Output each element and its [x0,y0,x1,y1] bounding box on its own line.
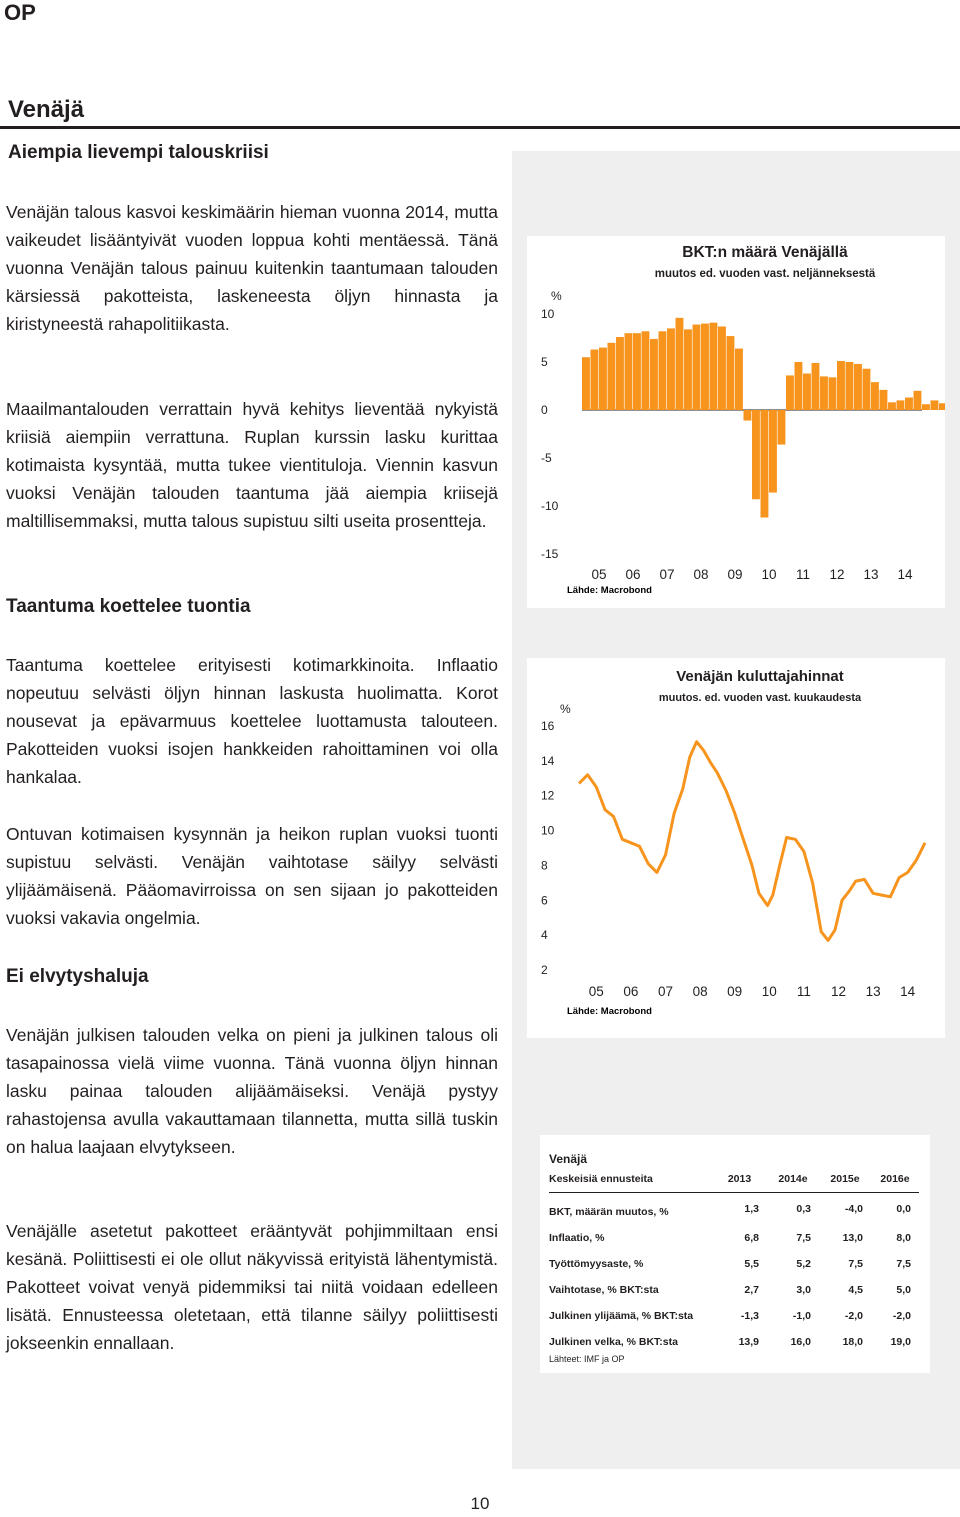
row-value: 0,0 [896,1203,911,1215]
forecast-table-row [549,1329,919,1355]
gdp-bar [701,324,709,410]
cpi-y-tick: 4 [541,928,548,943]
row-value: -2,0 [844,1310,863,1322]
gdp-chart-title: BKT:n määrä Venäjällä [682,244,848,261]
row-value: 16,0 [790,1336,811,1348]
gdp-bar [846,362,854,410]
gdp-bar [812,363,820,410]
row-value: 8,0 [896,1232,911,1244]
gdp-x-tick: 10 [761,567,777,582]
cpi-chart-title: Venäjän kuluttajahinnat [676,668,844,685]
gdp-bar [829,377,837,410]
row-value: 1,3 [744,1203,759,1215]
section-title: Venäjä [8,96,85,123]
gdp-bar [786,375,794,410]
row-value: 7,5 [896,1258,911,1270]
paragraph-1: Venäjän talous kasvoi keskimäärin hieman vuonna 2014, mutta vaikeudet lisääntyivät vuoden loppua kohti mentäessä. Tänä vuonna Venäjän talous painuu kuitenkin taantumaan talouden kärsiessä pakotteista, laskeneesta öljyn hinnasta ja kiristyneestä rahapolitiikasta. [6,202,498,334]
gdp-x-tick: 05 [591,567,607,582]
year-col-2015e: 2015e [830,1173,860,1185]
gdp-y-tick: -10 [541,499,559,513]
gdp-bar [778,410,786,445]
cpi-x-tick: 13 [865,984,881,999]
paragraph-5: Venäjän julkisen talouden velka on pieni ja julkinen talous oli tasapainossa vielä viime vuonna. Tänä vuonna öljyn hinnan lasku painaa talouden alijäämäiseksi. Venäjä pystyy rahastojensa avulla vakauttamaan tilannetta, mutta sillä tuskin on halua laajaan elvytykseen. [6,1025,498,1157]
gdp-bar [897,400,905,410]
gdp-bar [837,361,845,410]
forecast-table-row [549,1225,919,1251]
page-number: 10 [470,1494,490,1513]
gdp-x-tick: 11 [795,567,811,582]
forecast-table-title: Venäjä [549,1152,588,1166]
paragraph-3: Taantuma koettelee erityisesti kotimarkkinoita. Inflaatio nopeutuu selvästi öljyn hinnan laskusta huolimatta. Korot nousevat ja epävarmuus koettelee luottamusta talouteen. Pakotteiden vuoksi isojen hankkeiden rahoittaminen voi olla hankalaa. [6,655,498,787]
gdp-bar [761,410,769,518]
gdp-y-tick: 5 [541,355,548,369]
gdp-bar [914,391,922,410]
cpi-x-tick: 08 [692,984,708,999]
gdp-bar [871,382,879,410]
gdp-bar [735,349,743,410]
gdp-y-tick: -5 [541,451,552,465]
gdp-bar [616,337,624,410]
row-value: -1,0 [792,1310,811,1322]
row-label: Julkinen velka, % BKT:sta [549,1336,678,1348]
year-col-2016e: 2016e [880,1173,910,1185]
brand-logo-text: OP [4,0,36,25]
cpi-y-tick: 14 [541,753,555,768]
cpi-x-tick: 10 [761,984,777,999]
row-label: Inflaatio, % [549,1232,605,1244]
gdp-bar [710,323,718,410]
gdp-bar [863,369,871,410]
gdp-bar [625,333,633,410]
row-label: Vaihtotase, % BKT:sta [549,1284,659,1296]
row-value: -2,0 [892,1310,911,1322]
forecast-table-header-row [549,1166,919,1193]
gdp-x-tick: 13 [863,567,879,582]
cpi-y-tick: 6 [541,893,548,908]
row-label: Julkinen ylijäämä, % BKT:sta [549,1310,694,1322]
gdp-bar [591,350,599,410]
cpi-x-tick: 06 [623,984,639,999]
cpi-y-tick: 12 [541,788,555,803]
gdp-bar [633,333,641,410]
gdp-bar [718,326,726,410]
gdp-x-tick: 07 [659,567,675,582]
paragraph-6: Venäjälle asetetut pakotteet erääntyvät pohjimmiltaan ensi kesänä. Poliittisesti ei ole ollut näkyvissä erityistä lähentymistä. Pakotteet voivat venyä pidemmiksi tai niitä voidaan edelleen lisätä. Ennusteessa oletetaan, että tilanne säilyy poliittisesti jokseenkin ennallaan. [6,1221,498,1353]
gdp-bar [642,331,650,410]
cpi-y-tick: 10 [541,823,555,838]
gdp-bar [684,329,692,410]
year-col-2013: 2013 [727,1173,752,1185]
gdp-x-tick: 14 [897,567,913,582]
gdp-bar [931,400,939,410]
gdp-y-tick: 10 [541,307,555,321]
gdp-bar [744,410,752,421]
gdp-bar [676,318,684,410]
row-value: 5,0 [896,1284,911,1296]
row-value: 13,9 [738,1336,759,1348]
row-value: 18,0 [842,1336,863,1348]
gdp-bar [854,364,862,410]
gdp-bar [880,390,888,410]
cpi-x-tick: 11 [796,984,811,999]
heading-2: Taantuma koettelee tuontia [6,596,251,617]
gdp-bar [769,410,777,493]
row-label: Työttömyysaste, % [549,1258,644,1270]
row-value: 13,0 [842,1232,863,1244]
gdp-bar [727,336,735,410]
gdp-chart-svg [527,236,945,608]
row-value: 7,5 [848,1258,863,1270]
row-value: -4,0 [844,1203,863,1215]
heading-1: Aiempia lievempi talouskriisi [8,142,269,163]
row-value: 0,3 [796,1203,811,1215]
gdp-bar [752,410,760,499]
gdp-bar [905,398,913,410]
gdp-bar [582,357,590,410]
gdp-x-tick: 09 [727,567,743,582]
forecast-table-source: Lähteet: IMF ja OP [549,1354,625,1364]
gdp-bar [599,348,607,410]
gdp-x-tick: 06 [625,567,641,582]
row-value: -1,3 [740,1310,759,1322]
year-col-2014e: 2014e [778,1173,808,1185]
gdp-bar [608,343,616,410]
row-value: 7,5 [796,1232,811,1244]
row-value: 3,0 [796,1284,811,1296]
cpi-x-tick: 09 [727,984,743,999]
row-value: 2,7 [744,1284,759,1296]
gdp-x-tick: 12 [829,567,845,582]
cpi-chart-svg [527,658,945,1038]
gdp-chart-subtitle: muutos ed. vuoden vast. neljänneksestä [654,268,876,280]
row-value: 6,8 [744,1232,759,1244]
gdp-bar [820,376,828,410]
row-value: 19,0 [890,1336,911,1348]
gdp-x-tick: 08 [693,567,709,582]
gdp-y-tick: 0 [541,403,548,417]
row-value: 4,5 [848,1284,863,1296]
cpi-x-tick: 05 [588,984,604,999]
heading-3: Ei elvytyshaluja [6,966,149,987]
cpi-x-tick: 07 [657,984,674,999]
gdp-bar [888,402,896,410]
cpi-y-tick: 8 [541,858,548,873]
gdp-y-tick: -15 [541,547,559,561]
cpi-series-line [579,742,925,941]
cpi-chart-source: Lähde: Macrobond [567,1006,652,1017]
cpi-chart-y-unit: % [560,702,571,716]
gdp-chart-y-unit: % [551,289,562,303]
cpi-chart-subtitle: muutos. ed. vuoden vast. kuukaudesta [658,692,862,704]
forecast-table-heading: Keskeisiä ennusteita [549,1173,653,1185]
paragraph-2: Maailmantalouden verrattain hyvä kehitys lieventää nykyistä kriisiä aiempiin verrattuna. Ruplan kurssin lasku kurittaa kotimaista kysyntää, mutta tukee vientituloja. Viennin kasvun vuoksi Venäjän talouden taantuma jää aiempia kriisejä maltillisemmaksi, mutta talous supistuu silti useita prosentteja. [6,399,498,531]
row-label: BKT, määrän muutos, % [549,1206,669,1218]
forecast-table [549,1166,919,1355]
paragraph-4: Ontuvan kotimaisen kysynnän ja heikon ruplan vuoksi tuonti supistuu selvästi. Venäjän vaihtotase säilyy selvästi ylijäämäisenä. Pääomavirroissa on sen sijaan jo pakotteiden vuoksi vakavia ongelmia. [6,824,498,928]
gdp-bar [803,374,811,410]
section-rule [0,126,960,129]
gdp-bar [659,331,667,410]
cpi-y-tick: 2 [541,963,548,977]
row-value: 5,2 [796,1258,811,1270]
gdp-bar [693,325,701,410]
row-value: 5,5 [744,1258,759,1270]
gdp-bar [667,328,675,410]
cpi-y-tick: 16 [541,719,555,733]
forecast-table-row [549,1251,919,1277]
gdp-bar [650,339,658,410]
forecast-table-row [549,1193,919,1226]
gdp-bar [939,403,945,410]
forecast-table-row [549,1303,919,1329]
gdp-chart-source: Lähde: Macrobond [567,585,652,596]
cpi-x-tick: 12 [830,984,847,999]
gdp-bar [922,404,930,410]
forecast-table-row [549,1277,919,1303]
cpi-x-tick: 14 [900,984,916,999]
gdp-bar [795,362,803,410]
